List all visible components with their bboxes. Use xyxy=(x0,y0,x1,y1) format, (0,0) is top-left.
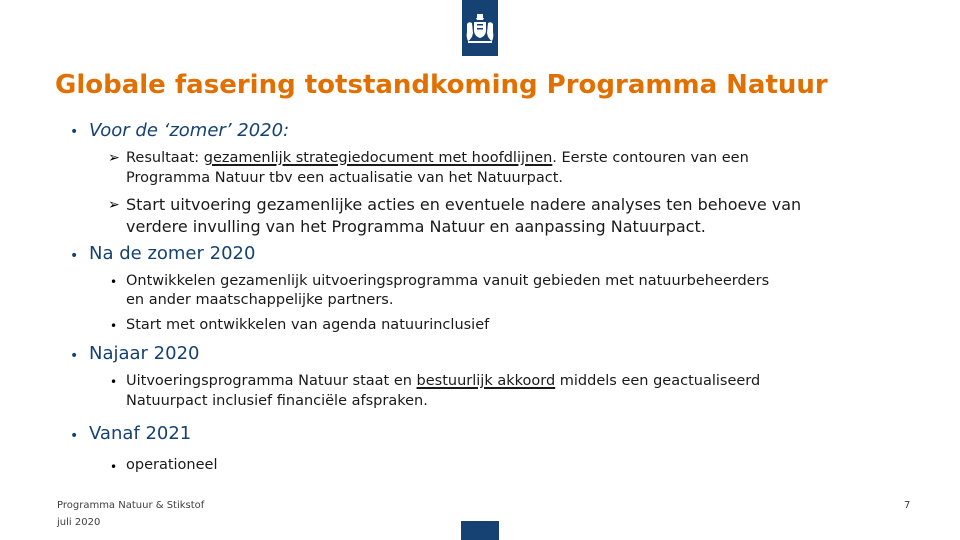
list-item-text: verdere invulling van het Programma Natuur en aanpassing Natuurpact. xyxy=(126,217,706,236)
section-bullet: • xyxy=(70,248,79,264)
list-item-text: Start met ontwikkelen van agenda natuurinclusief xyxy=(126,317,490,333)
rijksoverheid-logo xyxy=(462,0,498,56)
list-item-text: en ander maatschappelijke partners. xyxy=(126,292,394,308)
list-item-text: Uitvoeringsprogramma Natuur staat en bestuurlijk akkoord middels een geactualiseerd xyxy=(126,373,761,389)
section-label: Vanaf 2021 xyxy=(89,423,192,444)
section-bullet: • xyxy=(70,124,79,140)
list-item-text: Natuurpact inclusief financiële afspraken. xyxy=(126,393,428,409)
underlined-text: bestuurlijk akkoord xyxy=(416,373,556,389)
list-bullet: • xyxy=(110,375,118,389)
section-bullet: • xyxy=(70,348,79,364)
list-item-text: Resultaat: gezamenlijk strategiedocument met hoofdlijnen. Eerste contouren van een xyxy=(126,150,749,166)
section-bullet: • xyxy=(70,428,79,444)
underlined-text: gezamenlijk strategiedocument met hoofdlijnen xyxy=(203,150,553,166)
footer-source: Programma Natuur & Stikstof xyxy=(57,500,205,511)
arrow-bullet-icon: ➢ xyxy=(108,197,120,213)
section-label: Na de zomer 2020 xyxy=(89,243,256,264)
coat-of-arms-icon xyxy=(462,0,498,56)
list-item-text: operationeel xyxy=(126,457,218,473)
page-title: Globale fasering totstandkoming Programma Natuur xyxy=(55,70,828,100)
section-label: Voor de ‘zomer’ 2020: xyxy=(89,120,290,141)
arrow-bullet-icon: ➢ xyxy=(108,150,120,166)
footer-date: juli 2020 xyxy=(57,517,101,528)
list-bullet: • xyxy=(110,319,118,333)
list-item-text: Programma Natuur tbv een actualisatie van het Natuurpact. xyxy=(126,170,564,186)
list-bullet: • xyxy=(110,460,118,474)
page-number: 7 xyxy=(904,500,911,511)
section-label: Najaar 2020 xyxy=(89,343,200,364)
list-item-text: Ontwikkelen gezamenlijk uitvoeringsprogramma vanuit gebieden met natuurbeheerders xyxy=(126,273,770,289)
list-item-text: Start uitvoering gezamenlijke acties en eventuele nadere analyses ten behoeve van xyxy=(126,195,802,214)
list-bullet: • xyxy=(110,275,118,289)
footer-accent-bar xyxy=(461,521,499,540)
